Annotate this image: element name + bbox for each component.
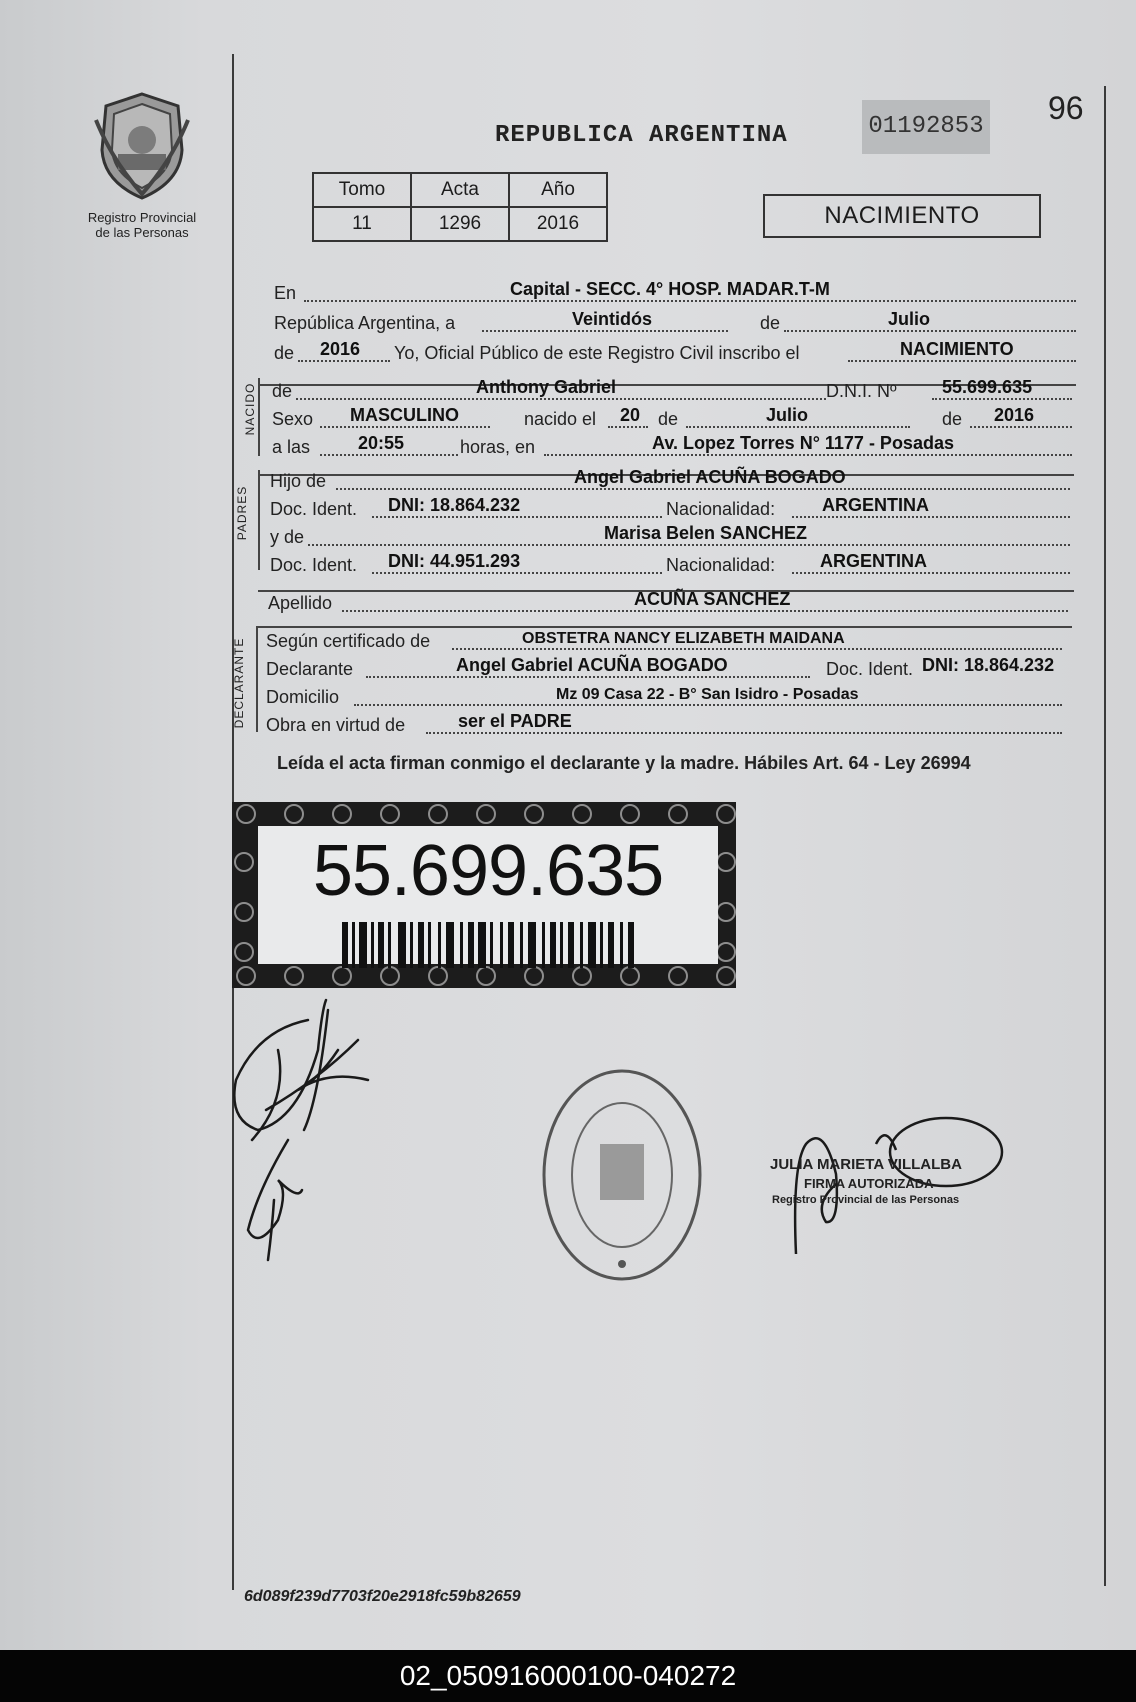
dotted-line [544, 454, 1072, 456]
dotted-line [372, 572, 662, 574]
sticker-inner [258, 826, 718, 964]
nacido-el-label: nacido el [524, 409, 597, 429]
row-declarant [266, 656, 1062, 682]
row-name [272, 378, 1072, 404]
doc-ident-label: Doc. Ident. [270, 499, 358, 519]
doc-ident-label: Doc. Ident. [826, 659, 914, 679]
dotted-line [932, 398, 1072, 400]
document-hash: 6d089f239d7703f20e2918fc59b82659 [244, 1588, 521, 1605]
dotted-line [296, 398, 826, 400]
row-place [274, 280, 1076, 306]
domicilio-label: Domicilio [266, 687, 340, 707]
obra-label: Obra en virtud de [266, 715, 406, 735]
row-time-place [272, 434, 1072, 460]
dotted-line [686, 426, 910, 428]
dotted-line [792, 516, 1070, 518]
hijo-de-label: Hijo de [270, 471, 327, 491]
serial-number-stamp: 01192853 [862, 100, 990, 154]
child-dni-value: 55.699.635 [942, 377, 1033, 397]
row-officer [274, 340, 1076, 366]
nacionalidad-label: Nacionalidad: [666, 555, 776, 575]
registry-caption-line-2: de las Personas [95, 225, 189, 240]
father-name-value: Angel Gabriel ACUÑA BOGADO [574, 467, 846, 487]
mother-name-value: Marisa Belen SANCHEZ [604, 523, 808, 543]
dotted-line [336, 488, 1070, 490]
registry-stamp-icon [538, 1064, 706, 1286]
dotted-line [848, 360, 1076, 362]
row-certificate [266, 628, 1062, 654]
dotted-line [426, 732, 1062, 734]
anio-header: Año [509, 173, 607, 207]
de-label: de [274, 343, 295, 363]
province-seal-icon [92, 90, 192, 202]
mother-doc-value: DNI: 44.951.293 [388, 551, 521, 571]
anio-value: 2016 [509, 207, 607, 241]
de-label: de [760, 313, 781, 333]
month-value: Julio [888, 309, 931, 329]
a-las-label: a las [272, 437, 311, 457]
declarante-label: Declarante [266, 659, 354, 679]
official-org: Registro Provincial de las Personas [772, 1194, 960, 1206]
dotted-line [970, 426, 1072, 428]
acta-header: Acta [411, 173, 509, 207]
sexo-label: Sexo [272, 409, 314, 429]
declarante-section-label: DECLARANTE [232, 637, 246, 729]
sticker-number: 55.699.635 [312, 831, 664, 911]
horas-label: horas, en [460, 437, 536, 457]
row-date [274, 310, 1076, 336]
obra-value: ser el PADRE [458, 711, 572, 731]
dotted-line [298, 360, 390, 362]
declarante-bracket [256, 628, 258, 732]
dotted-line [354, 704, 1062, 706]
surname-value: ACUÑA SANCHEZ [634, 589, 791, 609]
de-label: de [658, 409, 679, 429]
declarant-doc-value: DNI: 18.864.232 [922, 655, 1055, 675]
place-value: Capital - SECC. 4° HOSP. MADAR.T-M [510, 279, 830, 299]
footer-id-bar: 02_050916000100-040272 [0, 1650, 1136, 1702]
birth-place-value: Av. Lopez Torres N° 1177 - Posadas [652, 433, 954, 453]
padres-bracket [258, 470, 260, 570]
dotted-line [792, 572, 1070, 574]
doc-ident-label: Doc. Ident. [270, 555, 358, 575]
father-doc-value: DNI: 18.864.232 [388, 495, 521, 515]
republic-label: República Argentina, a [274, 313, 456, 333]
dni-label: D.N.I. Nº [826, 381, 897, 401]
tomo-header: Tomo [313, 173, 411, 207]
closing-note: Leída el acta firman conmigo el declarante y la madre. Hábiles Art. 64 - Ley 26994 [277, 753, 971, 773]
padres-section-label: PADRES [235, 485, 249, 541]
registry-caption [72, 210, 212, 240]
dotted-line [308, 544, 1070, 546]
birth-month-value: Julio [766, 405, 809, 425]
row-mother-doc [270, 552, 1070, 578]
nacionalidad-label: Nacionalidad: [666, 499, 776, 519]
declarant-signature-icon [218, 990, 378, 1270]
dotted-line [372, 516, 662, 518]
acta-value: 1296 [411, 207, 509, 241]
de-label: de [272, 381, 293, 401]
barcode-icon [342, 922, 642, 968]
record-type-box: NACIMIENTO [763, 194, 1041, 238]
dotted-line [342, 610, 1068, 612]
birth-year-value: 2016 [994, 405, 1035, 425]
tomo-value: 11 [313, 207, 411, 241]
nacido-section-label: NACIDO [243, 382, 257, 436]
y-de-label: y de [270, 527, 305, 547]
dotted-line [320, 426, 490, 428]
official-name: JULIA MARIETA VILLALBA [770, 1156, 962, 1173]
dotted-line [366, 676, 810, 678]
officer-text: Yo, Oficial Público de este Registro Civil inscribo el [394, 343, 800, 363]
row-father-doc [270, 496, 1070, 522]
row-surname [268, 590, 1068, 616]
nacido-bracket [258, 378, 260, 456]
declarant-name-value: Angel Gabriel ACUÑA BOGADO [456, 655, 728, 675]
row-mother [270, 524, 1070, 550]
birth-day-value: 20 [620, 405, 641, 425]
dotted-line [320, 454, 458, 456]
row-address [266, 684, 1062, 710]
dotted-line [784, 330, 1076, 332]
row-father [270, 468, 1070, 494]
row-sex [272, 406, 1072, 432]
segun-certificado-label: Según certificado de [266, 631, 431, 651]
dotted-line [452, 648, 1062, 650]
apellido-label: Apellido [268, 593, 333, 613]
official-title: FIRMA AUTORIZADA [804, 1176, 934, 1191]
address-value: Mz 09 Casa 22 - B° San Isidro - Posadas [556, 686, 859, 703]
page-number: 96 [1048, 90, 1084, 126]
dotted-line [608, 426, 648, 428]
registry-caption-line-1: Registro Provincial [87, 210, 197, 225]
father-nationality-value: ARGENTINA [822, 495, 929, 515]
child-name-value: Anthony Gabriel [476, 377, 617, 397]
year-value: 2016 [320, 339, 361, 359]
dni-barcode-sticker [232, 802, 736, 988]
country-heading: REPUBLICA ARGENTINA [495, 122, 788, 149]
day-words-value: Veintidós [572, 309, 653, 329]
right-margin-line [1104, 86, 1106, 1586]
de-label: de [942, 409, 963, 429]
certificate-value: OBSTETRA NANCY ELIZABETH MAIDANA [522, 630, 845, 647]
dotted-line [304, 300, 1076, 302]
dotted-line [482, 330, 728, 332]
sexo-value: MASCULINO [350, 405, 459, 425]
event-value: NACIMIENTO [900, 339, 1014, 359]
mother-nationality-value: ARGENTINA [820, 551, 927, 571]
row-obra [266, 712, 1062, 738]
register-table [312, 172, 608, 242]
en-label: En [274, 283, 297, 303]
birth-time-value: 20:55 [358, 433, 405, 453]
